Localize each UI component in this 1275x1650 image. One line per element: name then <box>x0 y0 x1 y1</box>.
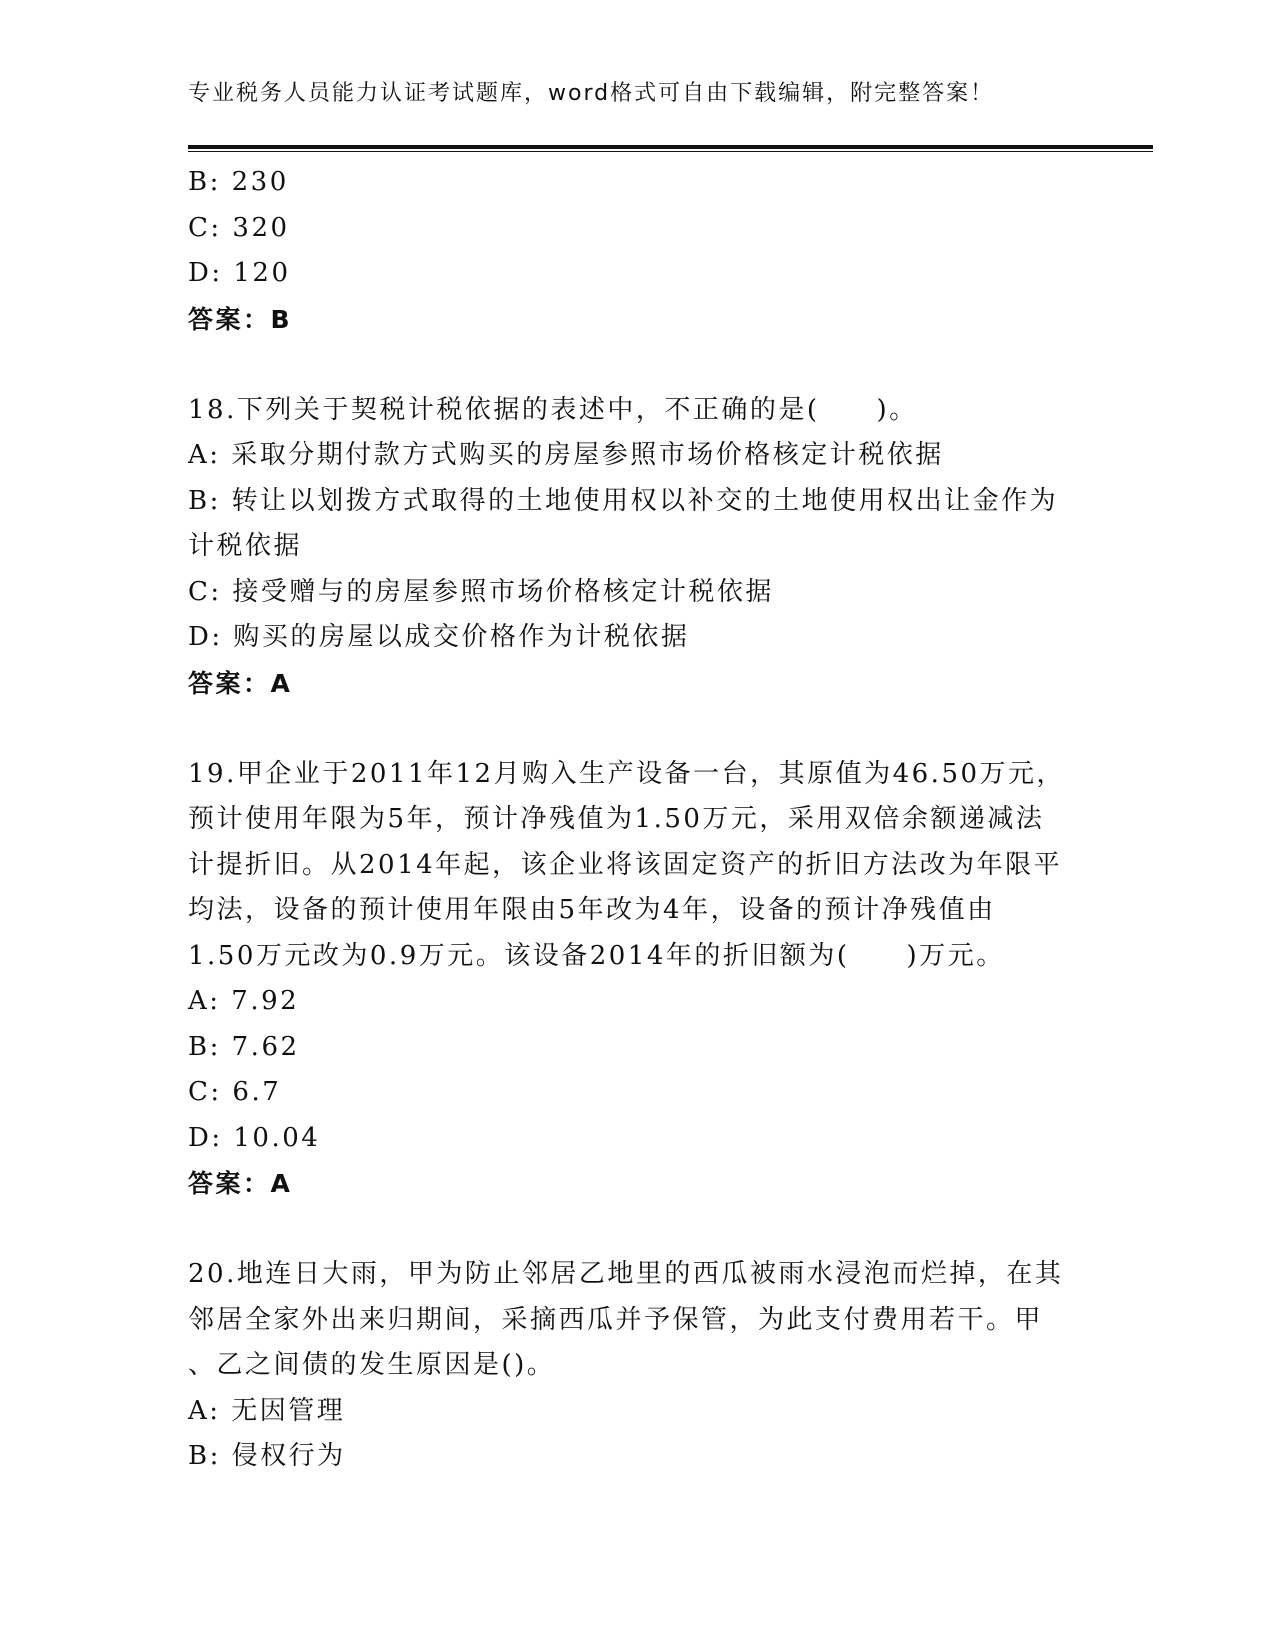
question-stem: 19.甲企业于2011年12月购入生产设备一台，其原值为46.50万元， <box>188 758 1066 789</box>
option-a: A: 无因管理 <box>188 1395 346 1426</box>
question-stem: 邻居全家外出来归期间，采摘西瓜并予保管，为此支付费用若干。甲 <box>188 1304 1044 1335</box>
option-b: B: 转让以划拨方式取得的土地使用权以补交的土地使用权出让金作为 <box>188 485 1059 516</box>
question-stem: 20.地连日大雨，甲为防止邻居乙地里的西瓜被雨水浸泡而烂掉，在其 <box>188 1259 1064 1289</box>
page-header: 专业税务人员能力认证考试题库，word格式可自由下载编辑，附完整答案！ <box>188 81 995 106</box>
option-c: C: 320 <box>188 212 290 243</box>
option-b: B: 7.62 <box>188 1031 300 1062</box>
option-b: B: 侵权行为 <box>188 1441 346 1471</box>
option-a: A: 采取分期付款方式购买的房屋参照市场价格核定计税依据 <box>188 440 944 470</box>
option-d: D: 购买的房屋以成交价格作为计税依据 <box>188 622 690 652</box>
question-20 <box>188 1252 1098 1480</box>
question-stem: 预计使用年限为5年，预计净残值为1.50万元，采用双倍余额递减法 <box>188 804 1045 834</box>
spacer <box>188 1207 1098 1253</box>
question-content <box>188 160 1098 1480</box>
spacer <box>188 706 1098 752</box>
option-d: D: 10.04 <box>188 1122 321 1153</box>
option-c: C: 6.7 <box>188 1077 282 1107</box>
option-b-continued: 计税依据 <box>188 531 303 561</box>
answer-label: 答案：A <box>188 668 293 698</box>
header-divider <box>188 145 1153 149</box>
option-d: D: 120 <box>188 258 291 288</box>
option-a: A: 7.92 <box>188 986 300 1016</box>
question-stem: 1.50万元改为0.9万元。该设备2014年的折旧额为( )万元。 <box>188 940 1005 971</box>
question-18 <box>188 388 1098 707</box>
question-stem: 、乙之间债的发生原因是()。 <box>188 1350 556 1380</box>
option-c: C: 接受赠与的房屋参照市场价格核定计税依据 <box>188 576 774 607</box>
option-b: B: 230 <box>188 167 289 197</box>
prev-question <box>188 160 1098 342</box>
answer-label: 答案：B <box>188 304 293 334</box>
answer-label: 答案：A <box>188 1169 293 1198</box>
question-19 <box>188 752 1098 1207</box>
question-stem: 计提折旧。从2014年起，该企业将该固定资产的折旧方法改为年限平 <box>188 849 1063 880</box>
question-stem: 均法，设备的预计使用年限由5年改为4年，设备的预计净残值由 <box>188 895 996 925</box>
question-stem: 18.下列关于契税计税依据的表述中，不正确的是( )。 <box>188 394 918 425</box>
spacer <box>188 342 1098 388</box>
